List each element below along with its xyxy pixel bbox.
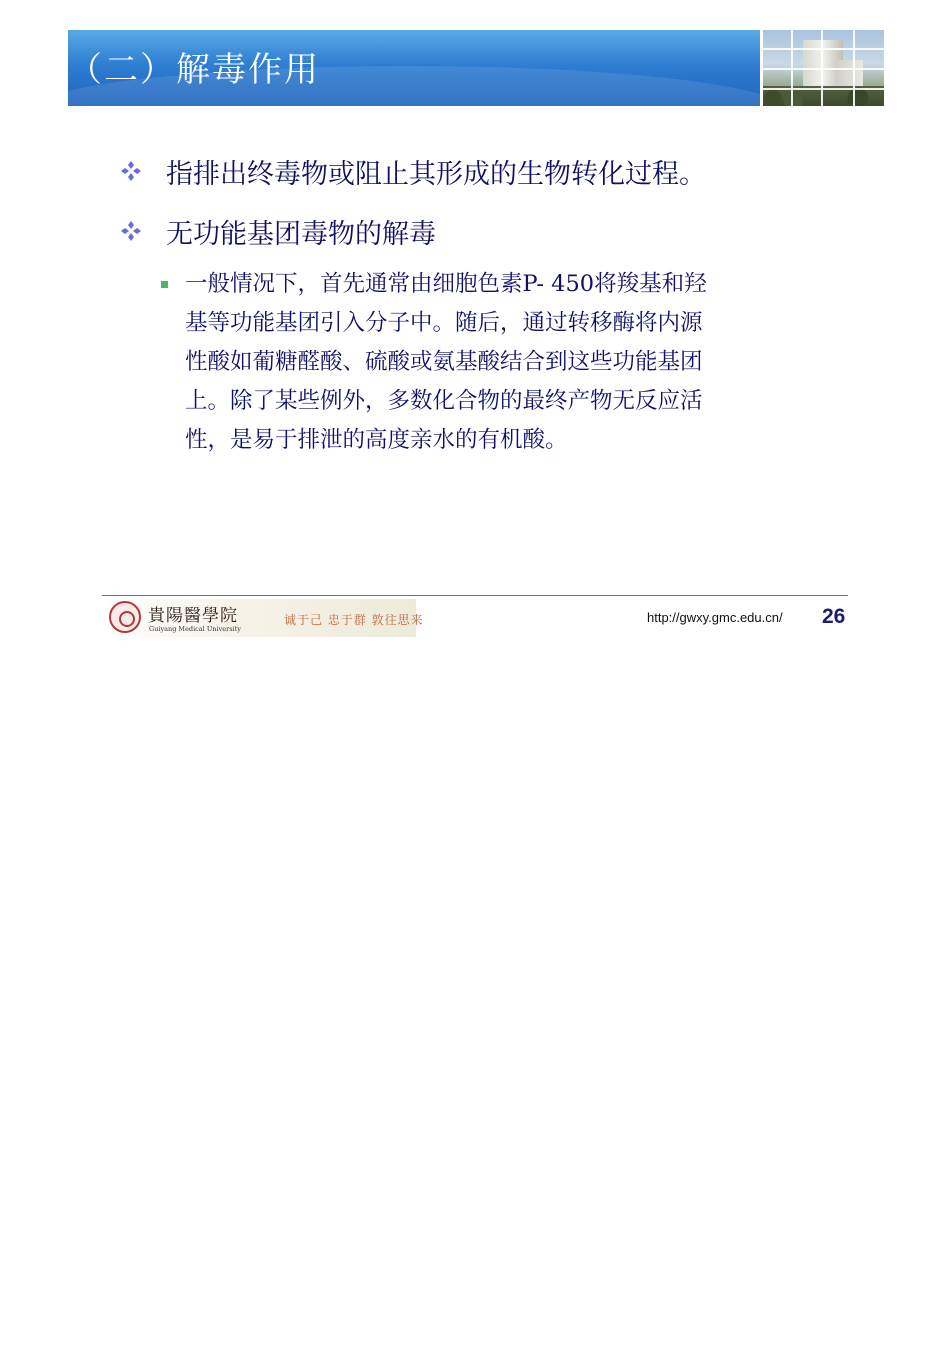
footer-url: http://gwxy.gmc.edu.cn/ <box>647 610 783 625</box>
paragraph-line: 上。除了某些例外，多数化合物的最终产物无反应活 <box>185 388 703 414</box>
paragraph-line: 一般情况下，首先通常由细胞色素P- 450将羧基和羟 <box>185 271 707 297</box>
diamond-bullet-icon <box>120 220 142 242</box>
footer-divider <box>102 595 848 596</box>
paragraph-line: 性，是易于排泄的高度亲水的有机酸。 <box>185 427 568 453</box>
university-logo-banner <box>106 599 424 637</box>
university-motto: 诚于己 忠于群 敦往思来 <box>284 613 424 627</box>
square-bullet-icon <box>161 281 168 288</box>
sub-bullet-paragraph <box>185 268 707 463</box>
page-number: 26 <box>822 605 846 628</box>
university-name-english: Guiyang Medical University <box>149 625 241 633</box>
university-name: 貴陽醫學院 <box>148 606 238 626</box>
slide-title: （二）解毒作用 <box>68 50 320 90</box>
bullet-text: 无功能基团毒物的解毒 <box>166 219 436 250</box>
paragraph-line: 性酸如葡糖醛酸、硫酸或氨基酸结合到这些功能基团 <box>185 349 703 375</box>
paragraph-line: 基等功能基团引入分子中。随后，通过转移酶将内源 <box>185 310 703 336</box>
bullet-text: 指排出终毒物或阻止其形成的生物转化过程。 <box>166 159 706 190</box>
diamond-bullet-icon <box>120 160 142 182</box>
campus-building-photo <box>763 30 884 106</box>
university-seal-icon <box>109 601 141 633</box>
